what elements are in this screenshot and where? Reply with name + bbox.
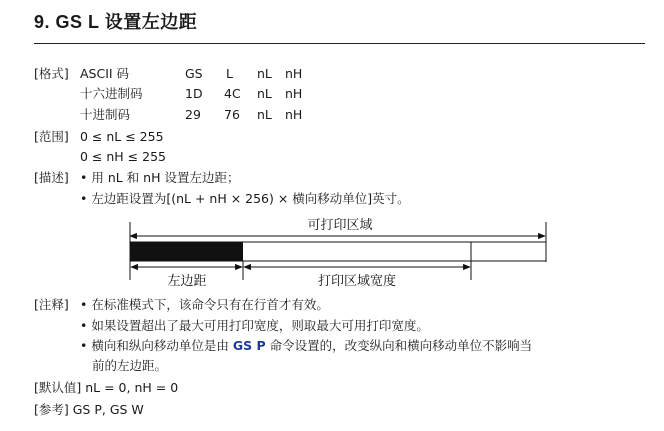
format-code-value: nH (285, 107, 303, 122)
format-code-value: nH (285, 86, 303, 101)
format-code-value: L (226, 66, 233, 81)
format-code-value: nL (257, 86, 272, 101)
reference-row (34, 401, 144, 419)
range-label: [范围] (34, 129, 69, 144)
format-code-value: GS (185, 66, 203, 81)
notes-bullet: • 在标准模式下，该命令只有在行首才有效。 (80, 297, 329, 312)
format-code-name: ASCII 码 (80, 66, 130, 81)
notes-bullet-text: • 横向和纵向移动单位是由 (80, 338, 233, 353)
format-label: [格式] (34, 66, 69, 81)
reference-value: GS P, GS W (72, 402, 144, 417)
format-code-value: 76 (224, 107, 240, 122)
left-margin-fill (130, 242, 243, 261)
command-reference-highlight: GS P (232, 338, 266, 353)
format-code-value: nL (257, 66, 272, 81)
default-row (34, 379, 178, 397)
description-bullet: • 用 nL 和 nH 设置左边距； (80, 170, 240, 185)
description-label: [描述] (34, 170, 69, 185)
format-code-value: nL (257, 107, 272, 122)
format-code-value: 29 (185, 107, 201, 122)
reference-label: [参考] (34, 402, 69, 417)
notes-bullet-continuation: 前的左边距。 (92, 358, 168, 373)
notes-bullet (80, 337, 532, 355)
description-bullet: • 左边距设置为[(nL + nH × 256) × 横向移动单位]英寸。 (80, 191, 410, 206)
printable-area-label: 可打印区域 (307, 218, 373, 233)
format-code-name: 十六进制码 (80, 86, 143, 101)
left-margin-label: 左边距 (167, 274, 207, 289)
page-title: 9. GS L 设置左边距 (34, 12, 198, 32)
notes-bullet-text: 命令设置的，改变纵向和横向移动单位不影响当 (265, 338, 533, 353)
notes-label: [注释] (34, 297, 69, 312)
default-value: nL = 0, nH = 0 (85, 380, 179, 395)
format-code-value: 1D (185, 86, 203, 101)
range-line: 0 ≤ nL ≤ 255 (80, 129, 164, 144)
format-code-value: nH (285, 66, 303, 81)
format-code-name: 十进制码 (80, 107, 131, 122)
range-line: 0 ≤ nH ≤ 255 (80, 149, 166, 164)
notes-bullet: • 如果设置超出了最大可用打印宽度，则取最大可用打印宽度。 (80, 318, 429, 333)
print-width-label: 打印区域宽度 (317, 274, 397, 289)
format-code-value: 4C (224, 86, 241, 101)
default-label: [默认值] (34, 380, 82, 395)
